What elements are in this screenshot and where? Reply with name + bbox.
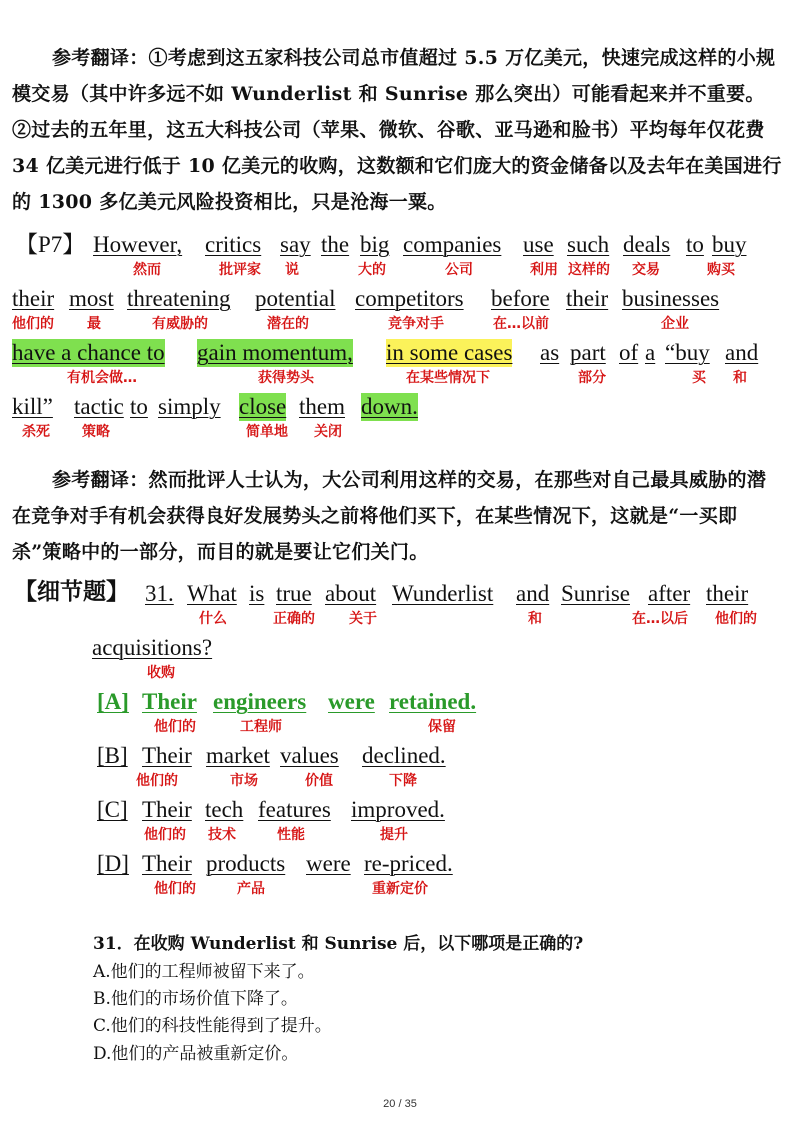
passage-word: down.: [361, 394, 418, 419]
passage-word: use: [523, 232, 554, 257]
question-word: Sunrise: [561, 581, 630, 606]
gloss-text: 他们的: [154, 719, 196, 735]
gloss-text: 他们的: [154, 881, 196, 897]
question-word: Wunderlist: [392, 581, 494, 606]
option-letter: [D]: [97, 851, 129, 876]
gloss-text: 他们的: [715, 611, 757, 627]
gloss-text: 大的: [358, 262, 386, 278]
question-word: is: [249, 581, 265, 606]
cn-question-stem: 31．在收购 Wunderlist 和 Sunrise 后，以下哪项是正确的?: [93, 934, 584, 954]
gloss-text: 性能: [277, 827, 305, 843]
gloss-text: 保留: [428, 719, 456, 735]
passage-word: in some cases: [386, 340, 513, 365]
option-word: were: [328, 689, 375, 714]
gloss-text: 有威胁的: [152, 316, 208, 332]
page-number: 20 / 35: [383, 1098, 417, 1110]
passage-word: and: [725, 340, 759, 365]
passage-word: threatening: [127, 286, 231, 311]
option-word: products: [206, 851, 286, 876]
passage-word: them: [299, 394, 345, 419]
ref-label: 参考翻译：: [52, 469, 149, 491]
option-word: Their: [142, 797, 192, 822]
question-word: after: [648, 581, 691, 606]
gloss-text: 潜在的: [267, 316, 309, 332]
passage-word: deals: [623, 232, 671, 257]
passage-word: “buy: [665, 340, 710, 365]
gloss-text: 企业: [661, 316, 689, 332]
passage-word: say: [280, 232, 311, 257]
gloss-text: 最: [87, 316, 101, 332]
passage-word: gain momentum,: [197, 340, 353, 365]
gloss-text: 和: [733, 370, 747, 386]
gloss-text: 公司: [445, 262, 473, 278]
gloss-text: 在某些情况下: [406, 370, 490, 386]
gloss-text: 正确的: [273, 611, 315, 627]
gloss-text: 关于: [349, 611, 377, 627]
option-word: tech: [205, 797, 244, 822]
gloss-text: 技术: [208, 827, 236, 843]
gloss-text: 交易: [632, 262, 660, 278]
gloss-text: 部分: [578, 370, 606, 386]
passage-word: such: [567, 232, 610, 257]
passage-word: tactic: [74, 394, 124, 419]
option-word: features: [258, 797, 331, 822]
option-word: Their: [142, 851, 192, 876]
gloss-text: 下降: [389, 773, 417, 789]
gloss-text: 产品: [237, 881, 265, 897]
option-letter: [A]: [97, 689, 129, 714]
question-word: true: [276, 581, 312, 606]
question-word: What: [187, 581, 237, 606]
option-word: re-priced.: [364, 851, 453, 876]
gloss-text: 收购: [147, 665, 175, 681]
passage-word: big: [360, 232, 390, 257]
gloss-text: 在…以后: [632, 611, 688, 627]
question-word: acquisitions?: [92, 635, 213, 660]
question-word: their: [706, 581, 749, 606]
gloss-text: 批评家: [219, 262, 261, 278]
gloss-text: 竞争对手: [388, 316, 444, 332]
question-number: 31.: [145, 581, 174, 606]
question-word: about: [325, 581, 377, 606]
passage-word: their: [566, 286, 609, 311]
paragraph-marker: 【P7】: [15, 232, 86, 257]
passage-word: However,: [93, 232, 183, 257]
gloss-text: 利用: [530, 262, 558, 278]
gloss-text: 买: [692, 370, 706, 386]
gloss-text: 提升: [380, 827, 408, 843]
gloss-text: 杀死: [22, 424, 50, 440]
passage-word: before: [491, 286, 550, 311]
option-word: declined.: [362, 743, 446, 768]
option-letter: [B]: [97, 743, 128, 768]
passage-word: potential: [255, 286, 336, 311]
passage-word: a: [645, 340, 656, 365]
option-word: values: [280, 743, 339, 768]
question-word: and: [516, 581, 550, 606]
gloss-text: 市场: [230, 773, 258, 789]
passage-word: kill”: [12, 394, 53, 419]
passage-word: of: [619, 340, 639, 365]
gloss-text: 购买: [707, 262, 735, 278]
gloss-text: 他们的: [136, 773, 178, 789]
gloss-text: 简单地: [246, 424, 288, 440]
cn-option-c: C.他们的科技性能得到了提升。: [93, 1016, 332, 1036]
passage-word: businesses: [622, 286, 720, 311]
passage-word: the: [321, 232, 350, 257]
question-type-tag: 【细节题】: [14, 579, 129, 605]
passage-word: have a chance to: [12, 340, 165, 365]
gloss-text: 这样的: [568, 262, 610, 278]
gloss-text: 工程师: [240, 719, 282, 735]
gloss-text: 获得势头: [258, 370, 314, 386]
passage-word: critics: [205, 232, 262, 257]
gloss-text: 什么: [199, 611, 227, 627]
gloss-text: 在…以前: [493, 316, 549, 332]
gloss-text: 有机会做…: [67, 370, 137, 386]
passage-word: most: [69, 286, 114, 311]
passage-word: their: [12, 286, 55, 311]
passage-word: to: [686, 232, 704, 257]
gloss-text: 然而: [133, 262, 161, 278]
option-word: retained.: [389, 689, 477, 714]
option-word: were: [306, 851, 351, 876]
passage-word: part: [570, 340, 606, 365]
option-word: improved.: [351, 797, 445, 822]
passage-word: close: [239, 394, 287, 419]
passage-word: to: [130, 394, 148, 419]
passage-word: companies: [403, 232, 502, 257]
option-word: Their: [142, 743, 192, 768]
gloss-text: 和: [528, 611, 542, 627]
passage-word: simply: [158, 394, 221, 419]
option-word: market: [206, 743, 270, 768]
gloss-text: 重新定价: [372, 881, 428, 897]
ref-text: 然而批评人士认为，大公司利用这样的交易，在那些对自己最具威胁的潜在竞争对手有机会获得良好发展势头之前将他们买下，在某些情况下，这就是“一买即杀”策略中的一部分，而目的就是要让它们关门。: [12, 469, 767, 563]
cn-option-b: B.他们的市场价值下降了。: [93, 989, 298, 1009]
gloss-text: 价值: [305, 773, 333, 789]
option-word: Their: [142, 689, 197, 714]
option-word: engineers: [213, 689, 307, 714]
ref-text: ①考虑到这五家科技公司总市值超过 5.5 万亿美元，快速完成这样的小规模交易（其中许多远不如 Wunderlist 和 Sunrise 那么突出）可能看起来并不重要。②过去的五年里，这五大科技公司（苹果、微软、谷歌、亚马逊和脸书）平均每年仅花费 34 亿美元进行低于 10 亿美元的收购，这数额和它们庞大的资金储备以及去年在美国进行的 1300 多亿美元风险投资相比，只是沧海一粟。: [12, 47, 782, 213]
option-letter: [C]: [97, 797, 128, 822]
gloss-text: 他们的: [12, 316, 54, 332]
gloss-text: 策略: [82, 424, 110, 440]
cn-option-a: A.他们的工程师被留下来了。: [93, 962, 315, 982]
gloss-text: 说: [285, 262, 299, 278]
gloss-text: 他们的: [144, 827, 186, 843]
cn-option-d: D.他们的产品被重新定价。: [93, 1044, 299, 1064]
gloss-text: 关闭: [314, 424, 342, 440]
passage-word: competitors: [355, 286, 464, 311]
passage-word: as: [540, 340, 560, 365]
passage-word: buy: [712, 232, 747, 257]
ref-label: 参考翻译：: [52, 47, 149, 69]
